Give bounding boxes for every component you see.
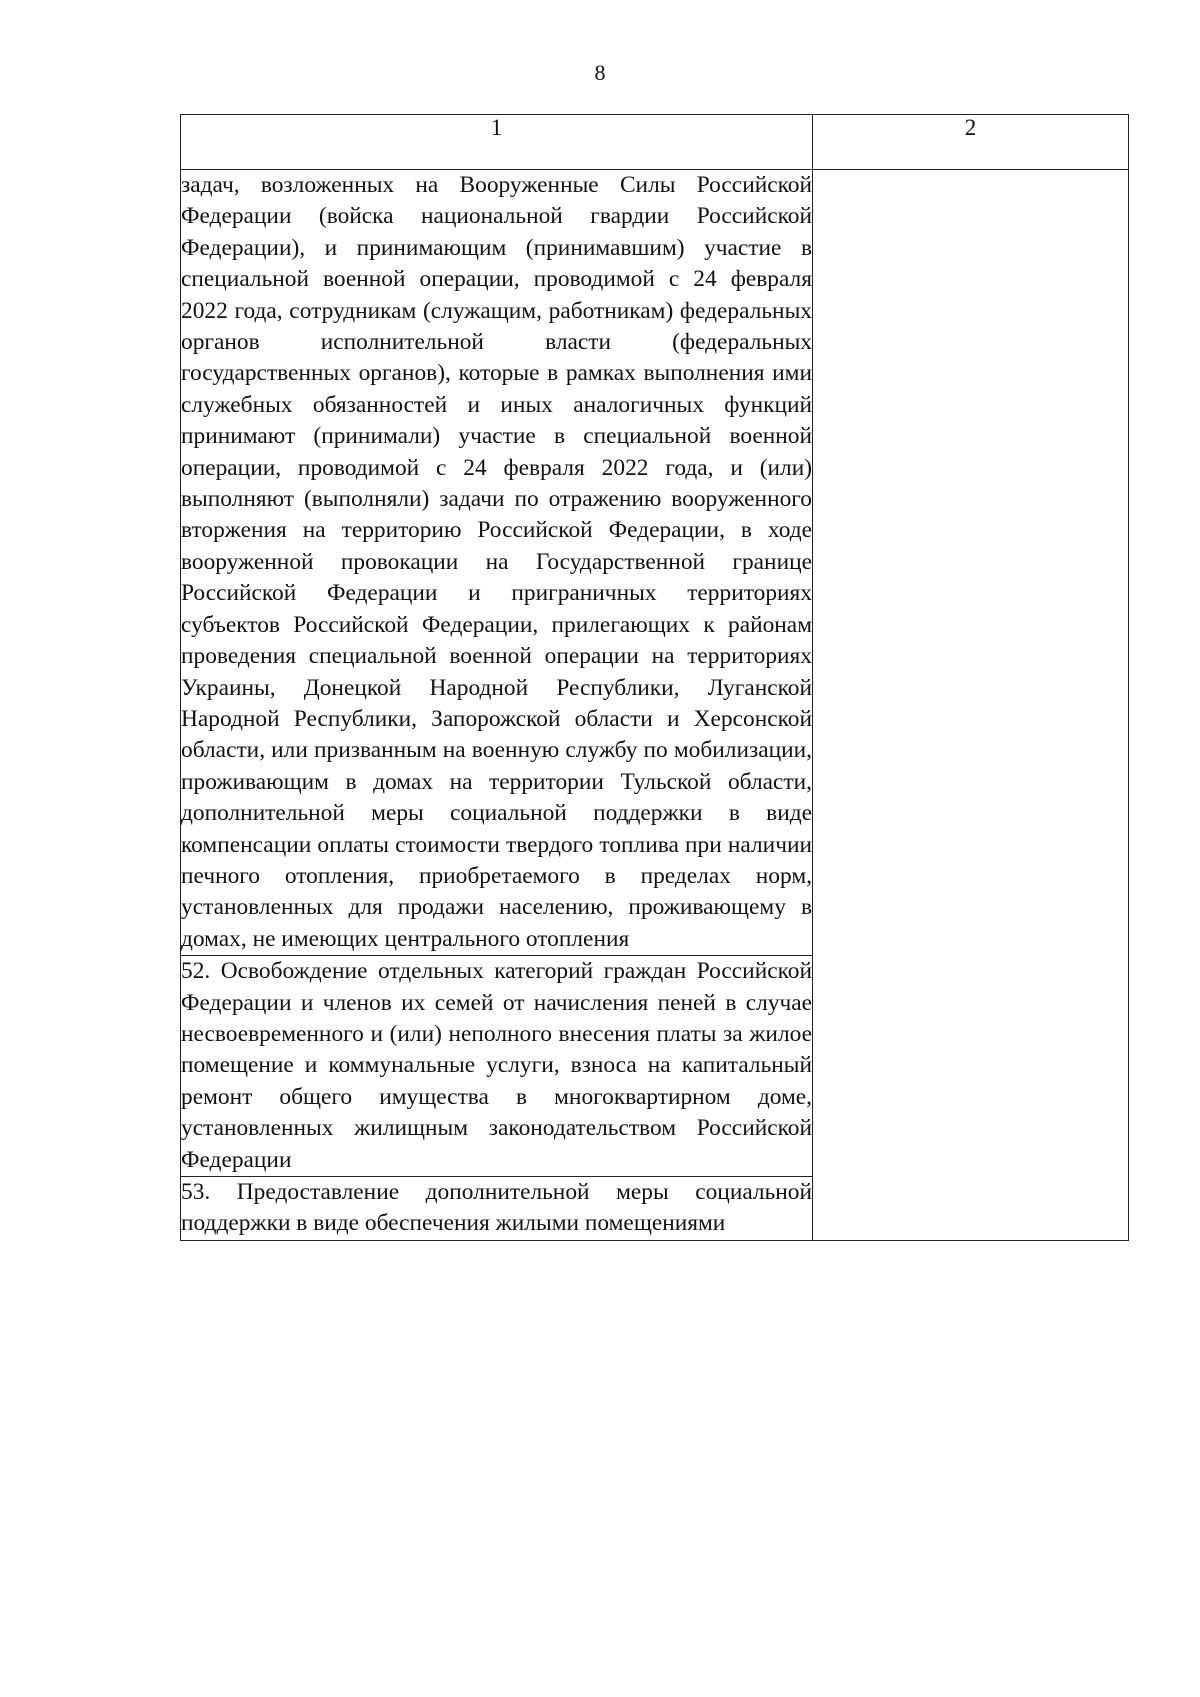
row-text: 52. Освобождение отдельных категорий граждан Российской Федерации и членов их семей от начисления пеней в случае несвоевременного и (или) неполного внесения платы за жилое помещение и коммунальные услуги, взноса на капитальный ремонт общего имущества в многоквартирном доме, установленных жилищным законодательством Российской Федерации (181, 958, 812, 1173)
row-text: задач, возложенных на Вооруженные Силы Российской Федерации (войска национальной гвардии Российской Федерации), и принимающим (принимавшим) участие в специальной военной операции, проводимой с 24 февраля 2022 года, сотрудникам (служащим, работникам) федеральных органов исполнительной власти (федеральных государственных органов), которые в рамках выполнения ими служебных обязанностей и иных аналогичных функций принимают (принимали) участие в специальной военной операции, проводимой с 24 февраля 2022 года, и (или) выполняют (выполняли) задачи по отражению вооруженного вторжения на территорию Российской Федерации, в ходе вооруженной провокации на Государственной границе Российской Федерации и приграничных территориях субъектов Российской Федерации, прилегающих к районам проведения специальной военной операции на территориях Украины, Донецкой Народной Республики, Луганской Народной Республики, Запорожской области и Херсонской области, или призванным на военную службу по мобилизации, проживающим в домах на территории Тульской области, дополнительной меры социальной поддержки в виде компенсации оплаты стоимости твердого топлива при наличии печного отопления, приобретаемого в пределах норм, установленных для продажи населению, проживающему в домах, не имеющих центрального отопления (181, 172, 812, 952)
row-text: 53. Предоставление дополнительной меры социальной поддержки в виде обеспечения жилыми помещениями (181, 1179, 812, 1237)
table-cell-text (181, 956, 813, 1177)
table-cell-text (181, 170, 813, 956)
document-table (180, 114, 1129, 1241)
table-row (181, 170, 1129, 956)
table-cell-column-2 (813, 170, 1129, 1241)
page-number: 8 (594, 60, 606, 85)
column-header-1: 1 (181, 115, 813, 170)
column-header-2: 2 (813, 115, 1129, 170)
table-cell-text (181, 1177, 813, 1241)
table-header-row (181, 115, 1129, 170)
